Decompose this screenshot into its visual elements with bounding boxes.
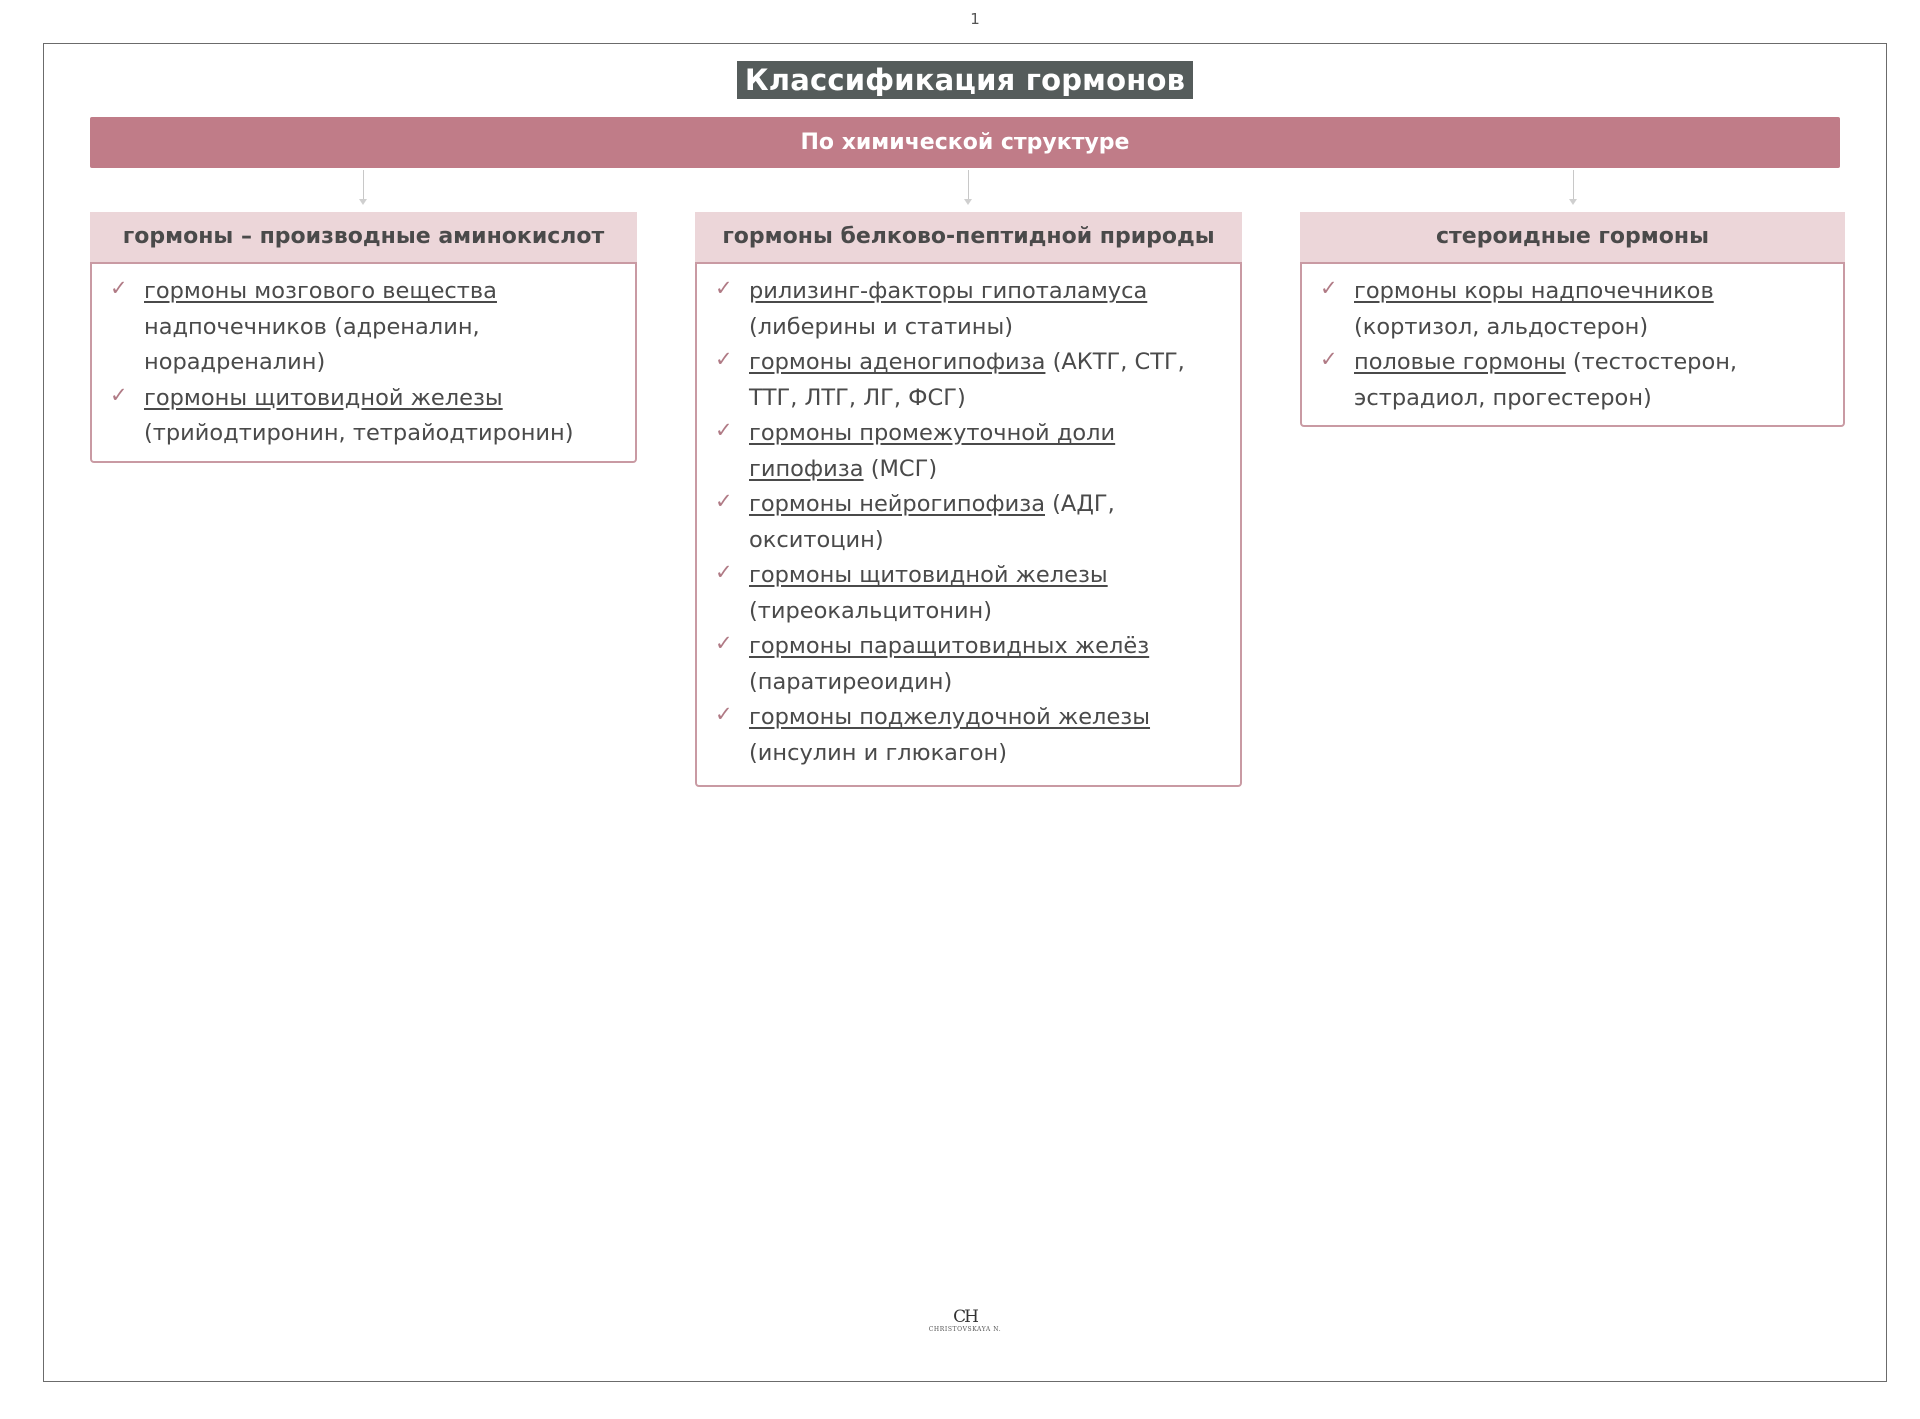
check-icon: ✓ xyxy=(715,560,733,584)
connector-arrow-1 xyxy=(363,170,364,200)
item-text: (кортизол, альдостерон) xyxy=(1354,313,1649,340)
check-icon: ✓ xyxy=(110,382,128,407)
card-steroid xyxy=(1300,262,1845,427)
check-icon: ✓ xyxy=(1320,276,1338,300)
list-item xyxy=(715,629,1220,700)
item-link[interactable]: гормоны паращитовидных желёз xyxy=(749,633,1150,659)
card-heading-amino-acids: гормоны – производные аминокислот xyxy=(90,212,637,262)
card-heading-protein-peptide: гормоны белково-пептидной природы xyxy=(695,212,1242,262)
item-link[interactable]: гормоны щитовидной железы xyxy=(749,562,1108,588)
connector-arrow-2 xyxy=(968,170,969,200)
list-item xyxy=(1320,345,1823,416)
card-list xyxy=(715,274,1220,771)
check-icon: ✓ xyxy=(715,276,733,300)
item-text: (тиреокальцитонин) xyxy=(749,597,993,624)
page-number: 1 xyxy=(970,10,980,28)
page-title: Классификация гормонов xyxy=(737,61,1193,99)
item-link[interactable]: гормоны щитовидной железы xyxy=(144,384,503,411)
card-heading-steroid: стероидные гормоны xyxy=(1300,212,1845,262)
list-item xyxy=(715,558,1220,629)
list-item xyxy=(715,700,1220,771)
item-text: (АКТГ, СТГ, ТТГ, ЛТГ, ЛГ, ФСГ) xyxy=(749,349,1185,411)
check-icon: ✓ xyxy=(715,347,733,371)
list-item xyxy=(1320,274,1823,345)
item-link[interactable]: рилизинг-факторы гипоталамуса xyxy=(749,278,1148,304)
check-icon: ✓ xyxy=(715,418,733,442)
brand-logo xyxy=(925,1308,1005,1334)
check-icon: ✓ xyxy=(715,489,733,513)
item-text: (АДГ, окситоцин) xyxy=(749,491,1115,553)
list-item xyxy=(715,345,1220,416)
logo-mark: CH xyxy=(953,1307,977,1327)
item-text: (паратиреоидин) xyxy=(749,668,953,695)
list-item xyxy=(715,416,1220,487)
item-link[interactable]: гормоны промежуточной доли гипофиза xyxy=(749,420,1116,482)
connector-arrow-3 xyxy=(1573,170,1574,200)
item-link[interactable]: гормоны мозгового вещества xyxy=(144,278,497,304)
card-list xyxy=(1320,274,1823,416)
check-icon: ✓ xyxy=(715,702,733,726)
item-link[interactable]: гормоны аденогипофиза xyxy=(749,349,1046,375)
check-icon: ✓ xyxy=(715,631,733,655)
item-text: (трийодтиронин, тетрайодтиронин) xyxy=(144,420,574,446)
item-link[interactable]: гормоны коры надпочечников xyxy=(1354,278,1714,304)
item-link[interactable]: половые гормоны xyxy=(1354,349,1566,375)
check-icon: ✓ xyxy=(110,276,128,300)
card-protein-peptide xyxy=(695,262,1242,787)
item-text: (либерины и статины) xyxy=(749,313,1014,340)
item-link[interactable]: гормоны поджелудочной железы xyxy=(749,704,1151,730)
item-text: (инсулин и глюкагон) xyxy=(749,739,1008,766)
list-item xyxy=(110,274,615,381)
item-text: надпочечников (адреналин, норадреналин) xyxy=(144,313,480,375)
card-list xyxy=(110,274,615,452)
check-icon: ✓ xyxy=(1320,347,1338,371)
card-amino-acids xyxy=(90,262,637,463)
list-item xyxy=(715,487,1220,558)
category-banner: По химической структуре xyxy=(90,117,1840,168)
logo-text: CHRISTOVSKAYA N. xyxy=(928,1326,1002,1333)
list-item xyxy=(110,381,615,452)
item-link[interactable]: гормоны нейрогипофиза xyxy=(749,491,1045,517)
item-text: (МСГ) xyxy=(863,455,938,482)
list-item xyxy=(715,274,1220,345)
item-text: (тестостерон, эстрадиол, прогестерон) xyxy=(1354,349,1738,411)
